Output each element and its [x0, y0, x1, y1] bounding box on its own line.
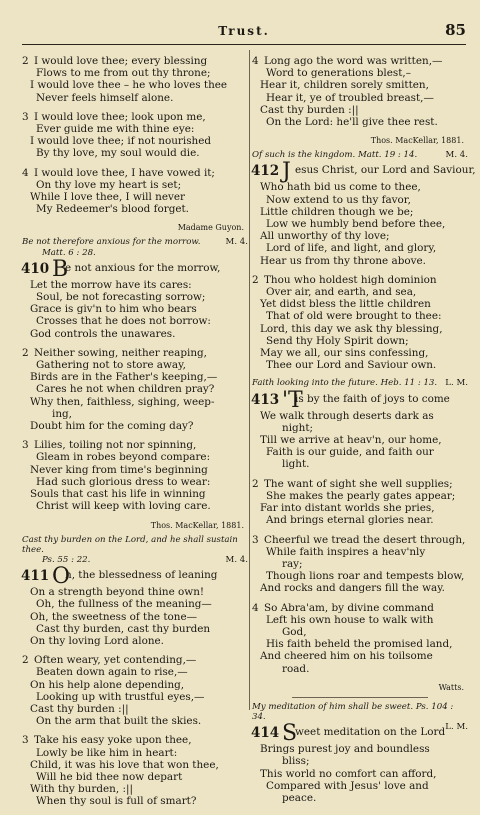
- verse-line: [22, 783, 248, 795]
- stanza: [22, 167, 248, 216]
- stanza-number: 2: [22, 654, 29, 667]
- verse-line: [252, 478, 468, 490]
- hymn-413-stanzas: [252, 410, 468, 675]
- verse-line: [22, 55, 248, 67]
- verse-line: [252, 768, 468, 780]
- hymn-meter: L. M.: [445, 722, 468, 733]
- page-title: Trust.: [218, 24, 270, 38]
- verse-text: Doubt him for the coming day?: [30, 420, 194, 433]
- stanza: [252, 274, 468, 372]
- hymn-411-heading: [22, 535, 248, 566]
- verse-text: I would love thee; look upon me,: [34, 110, 206, 123]
- verse-text: I would love thee; if not nourished: [30, 135, 212, 148]
- verse-line: [252, 422, 468, 434]
- verse-text: Hear us from thy throne above.: [260, 254, 426, 267]
- hymn-413: [251, 387, 468, 693]
- verse-text: On thy love my heart is set;: [36, 178, 182, 191]
- verse-line: [252, 310, 468, 322]
- verse-line: [22, 396, 248, 408]
- stanza-number: 4: [252, 55, 259, 67]
- verse-text: Never feels himself alone.: [36, 91, 174, 104]
- verse-line: [252, 104, 468, 116]
- verse-text: I would love thee; every blessing: [34, 55, 208, 67]
- verse-text: Beaten down again to rise,—: [36, 666, 188, 679]
- verse-line: [252, 206, 468, 218]
- verse-text: Souls that cast his life in winning: [30, 488, 206, 501]
- verse-line: [22, 654, 248, 666]
- verse-text: Faith is our guide, and faith our: [266, 446, 434, 459]
- verse-text: My Redeemer's blood forget.: [36, 203, 189, 216]
- hymn-meter: M. 4.: [225, 554, 248, 565]
- drop-cap: B: [52, 256, 69, 282]
- hymn-411-final-stanza: [252, 55, 468, 128]
- hymn-412-stanzas: [252, 181, 468, 371]
- verse-line: [252, 181, 468, 193]
- first-line-text: e not anxious for the morrow,: [65, 261, 221, 274]
- stanza: [252, 602, 468, 675]
- verse-line: [22, 439, 248, 451]
- verse-text: His faith beheld the promised land,: [266, 638, 453, 651]
- verse-text: Oh, the sweetness of the tone—: [30, 610, 198, 623]
- verse-line: [252, 546, 468, 558]
- verse-line: [252, 274, 468, 286]
- verse-text: Let the morrow have its cares:: [30, 278, 192, 291]
- stanza-number: 2: [22, 346, 29, 359]
- stanza: [22, 439, 248, 512]
- verse-text: On a strength beyond thine own!: [30, 586, 205, 599]
- stanza-number: 2: [252, 273, 259, 286]
- verse-text: Far into distant worlds she pries,: [260, 502, 435, 515]
- verse-line: [252, 570, 468, 582]
- verse-text: While I love thee, I will never: [30, 191, 185, 204]
- verse-line: [22, 67, 248, 79]
- verse-line: [22, 420, 248, 432]
- hymn-414-lines: [252, 743, 468, 804]
- verse-text: Left his own house to walk with: [266, 613, 434, 626]
- verse-text: Word to generations blest,–: [266, 67, 411, 80]
- verse-text: Hear it, children sorely smitten,: [260, 79, 429, 92]
- verse-text: Why then, faithless, sighing, weep-: [30, 395, 215, 408]
- verse-line: [22, 759, 248, 771]
- verse-text: Cast thy burden :||: [30, 702, 129, 715]
- verse-text: Brings purest joy and boundless: [260, 743, 430, 756]
- verse-line: [22, 666, 248, 678]
- verse-text: Gathering not to store away,: [36, 359, 186, 372]
- verse-line: [252, 230, 468, 242]
- stanza: [22, 586, 248, 647]
- verse-text: The want of sight she well supplies;: [264, 477, 453, 490]
- verse-line: [22, 123, 248, 135]
- verse-text: Birds are in the Father's keeping,—: [30, 371, 218, 384]
- verse-text: Take his easy yoke upon thee,: [34, 734, 192, 747]
- verse-line: [22, 111, 248, 123]
- verse-text: Till we arrive at heav'n, our home,: [260, 434, 442, 447]
- verse-line: [22, 747, 248, 759]
- verse-line: [22, 383, 248, 395]
- verse-line: [252, 298, 468, 310]
- verse-text: When thy soul is full of smart?: [36, 795, 197, 808]
- verse-line: [22, 347, 248, 359]
- verse-line: [252, 534, 468, 546]
- verse-text: ray;: [282, 557, 303, 570]
- verse-text: So Abra'am, by divine command: [264, 601, 434, 614]
- drop-cap: O: [52, 564, 71, 590]
- verse-line: [252, 663, 468, 675]
- verse-line: [22, 691, 248, 703]
- verse-text: By thy love, my soul would die.: [36, 147, 200, 160]
- heading-text: Faith looking into the future.: [252, 378, 378, 389]
- heading-text: Cast thy burden on the Lord, and he shall sustain thee.: [22, 534, 238, 555]
- verse-text: That of old were brought to thee:: [266, 310, 442, 323]
- verse-text: Soul, be not forecasting sorrow;: [36, 291, 206, 304]
- verse-text: Oh, the fullness of the meaning—: [36, 598, 212, 611]
- verse-line: [252, 255, 468, 267]
- verse-line: [22, 464, 248, 476]
- stanza-number: 3: [22, 734, 29, 747]
- verse-text: night;: [282, 421, 314, 434]
- verse-text: Will he bid thee now depart: [36, 770, 183, 783]
- verse-text: Now extend to us thy favor,: [266, 193, 411, 206]
- verse-line: [252, 792, 468, 804]
- heading-text: My meditation of him shall be sweet.: [252, 701, 414, 712]
- verse-line: [22, 500, 248, 512]
- first-line-text: weet meditation on the Lord: [295, 726, 446, 739]
- verse-line: [22, 303, 248, 315]
- verse-line: [252, 218, 468, 230]
- verse-text: And rocks and dangers fill the way.: [260, 582, 445, 595]
- verse-line: [22, 488, 248, 500]
- verse-text: Had such glorious dress to wear:: [36, 475, 211, 488]
- hymn-number: 411: [21, 568, 50, 585]
- verse-line: [252, 335, 468, 347]
- verse-line: [252, 514, 468, 526]
- verse-text: Little children though we be;: [260, 205, 414, 218]
- hymn-409-continuation: [22, 55, 248, 215]
- verse-line: [252, 614, 468, 626]
- verse-line: [252, 602, 468, 614]
- drop-cap: J: [282, 159, 291, 185]
- verse-text: On his help alone depending,: [30, 678, 185, 691]
- verse-text: Cares he not when children pray?: [36, 383, 215, 396]
- verse-text: Looking up with trustful eyes,—: [36, 690, 205, 703]
- hymn-meter: M. 4.: [445, 150, 468, 161]
- verse-text: bliss;: [282, 755, 310, 768]
- verse-text: Neither sowing, neither reaping,: [34, 346, 207, 359]
- verse-line: [252, 359, 468, 371]
- verse-text: On the arm that built the skies.: [36, 715, 202, 728]
- verse-line: [252, 79, 468, 91]
- stanza-number: 2: [252, 477, 259, 490]
- verse-line: [252, 458, 468, 470]
- verse-line: [252, 116, 468, 128]
- first-line: [22, 256, 248, 282]
- verse-line: [22, 795, 248, 807]
- verse-text: I would love thee, I have vowed it;: [34, 166, 215, 179]
- verse-text: Lord, this day we ask thy blessing,: [260, 322, 443, 335]
- verse-text: Never king from time's beginning: [30, 463, 208, 476]
- verse-text: Child, it was his love that won thee,: [30, 758, 219, 771]
- verse-text: Lowly be like him in heart:: [36, 746, 178, 759]
- verse-line: [22, 476, 248, 488]
- hymn-number: 410: [21, 260, 50, 277]
- verse-text: Lord of life, and light, and glory,: [266, 242, 437, 255]
- verse-text: Crosses that he does not borrow:: [36, 315, 211, 328]
- verse-line: [22, 179, 248, 191]
- verse-line: [252, 55, 468, 67]
- verse-line: [22, 291, 248, 303]
- verse-text: Thee our Lord and Saviour own.: [266, 359, 437, 372]
- verse-line: [22, 635, 248, 647]
- verse-line: [252, 242, 468, 254]
- stanza-number: 3: [22, 110, 29, 123]
- verse-line: [22, 135, 248, 147]
- verse-text: Who hath bid us come to thee,: [260, 181, 421, 194]
- verse-text: On thy loving Lord alone.: [30, 634, 164, 647]
- verse-line: [22, 586, 248, 598]
- verse-text: Grace is giv'n to him who bears: [30, 303, 197, 316]
- hymn-411: [21, 564, 248, 808]
- hymn-411-stanzas: [22, 586, 248, 807]
- verse-line: [22, 703, 248, 715]
- verse-text: God,: [282, 625, 307, 638]
- verse-text: Thou who holdest high dominion: [264, 273, 437, 286]
- verse-line: [252, 446, 468, 458]
- verse-text: Flows to me from out thy throne;: [36, 67, 211, 80]
- drop-cap: S: [282, 721, 298, 747]
- verse-text: While faith inspires a heav'nly: [266, 545, 426, 558]
- verse-text: Though lions roar and tempests blow,: [266, 570, 465, 583]
- separator-rule: [292, 697, 428, 698]
- verse-text: Low we humbly bend before thee,: [266, 218, 446, 231]
- hymn-414: [251, 721, 468, 804]
- verse-text: May we all, our sins confessing,: [260, 347, 429, 360]
- stanza: [252, 743, 468, 804]
- verse-text: All unworthy of thy love;: [260, 230, 390, 243]
- verse-text: Long ago the word was written,—: [264, 55, 443, 67]
- first-line: [252, 721, 468, 747]
- scripture-reference: Ps. 55 : 22.: [42, 554, 91, 565]
- first-line-text: h, the blessedness of leaning: [65, 569, 218, 582]
- heading-text: Of such is the kingdom.: [252, 150, 356, 161]
- scripture-reference: Matt. 19 : 14.: [357, 150, 418, 161]
- verse-line: [252, 582, 468, 594]
- verse-text: Lilies, toiling not nor spinning,: [34, 439, 197, 452]
- hymn-author: Thos. MacKellar, 1881.: [370, 136, 464, 146]
- verse-line: [22, 451, 248, 463]
- verse-line: [252, 67, 468, 79]
- verse-text: Compared with Jesus' love and: [266, 779, 429, 792]
- verse-line: [22, 167, 248, 179]
- column-divider: [249, 50, 250, 710]
- first-line: [252, 159, 476, 185]
- stanza-number: 3: [252, 533, 259, 546]
- verse-line: [252, 410, 468, 422]
- verse-line: [252, 323, 468, 335]
- verse-line: [252, 558, 468, 570]
- verse-line: [252, 755, 468, 767]
- verse-line: [22, 279, 248, 291]
- verse-line: [22, 203, 248, 215]
- hymn-meter: M. 4.: [225, 237, 248, 248]
- verse-text: Christ will keep with loving care.: [36, 500, 211, 513]
- verse-line: [22, 371, 248, 383]
- header-rule: [22, 44, 466, 45]
- hymn-412: [251, 159, 476, 372]
- verse-text: Cheerful we tread the desert through,: [264, 533, 466, 546]
- hymn-author: Madame Guyon.: [177, 223, 244, 233]
- verse-line: [252, 502, 468, 514]
- verse-text: On the Lord: he'll give thee rest.: [266, 116, 438, 129]
- hymn-number: 414: [251, 725, 280, 742]
- stanza-number: 3: [22, 439, 29, 452]
- hymn-number: 412: [251, 163, 280, 180]
- verse-text: peace.: [282, 791, 317, 804]
- verse-text: We walk through deserts dark as: [260, 409, 434, 422]
- verse-line: [22, 315, 248, 327]
- verse-line: [22, 408, 248, 420]
- drop-cap: 'T: [282, 387, 303, 413]
- verse-line: [22, 147, 248, 159]
- stanza: [22, 55, 248, 104]
- verse-line: [252, 638, 468, 650]
- verse-line: [22, 79, 248, 91]
- verse-line: [22, 679, 248, 691]
- page-number: 85: [445, 21, 466, 39]
- verse-line: [252, 286, 468, 298]
- verse-text: God controls the unawares.: [30, 327, 176, 340]
- verse-line: [252, 650, 468, 662]
- verse-text: ing,: [52, 407, 72, 420]
- stanza-number: 4: [252, 601, 259, 614]
- verse-line: [22, 734, 248, 746]
- verse-line: [252, 490, 468, 502]
- stanza: [252, 181, 468, 266]
- verse-line: [22, 359, 248, 371]
- verse-line: [252, 194, 468, 206]
- stanza: [252, 55, 468, 128]
- stanza-number: 4: [22, 166, 29, 179]
- verse-text: light.: [282, 458, 310, 471]
- hymn-author: Watts.: [438, 682, 464, 692]
- first-line-text: esus Christ, our Lord and Saviour,: [295, 164, 476, 177]
- first-line: [22, 564, 248, 590]
- verse-text: She makes the pearly gates appear;: [266, 489, 456, 502]
- verse-line: [22, 328, 248, 340]
- verse-line: [252, 434, 468, 446]
- stanza: [252, 478, 468, 527]
- verse-text: Often weary, yet contending,—: [34, 654, 197, 667]
- verse-text: And brings eternal glories near.: [266, 514, 434, 527]
- stanza-number: 2: [22, 55, 29, 67]
- stanza: [22, 734, 248, 807]
- verse-line: [252, 780, 468, 792]
- verse-text: And cheered him on his toilsome: [260, 650, 433, 663]
- stanza: [22, 654, 248, 727]
- verse-text: Cast thy burden :||: [260, 103, 359, 116]
- verse-text: This world no comfort can afford,: [260, 767, 437, 780]
- verse-line: [22, 598, 248, 610]
- scripture-reference: Matt. 6 : 28.: [42, 247, 96, 258]
- verse-text: Yet didst bless the little children: [260, 298, 431, 311]
- page-header: [22, 21, 466, 42]
- stanza: [252, 534, 468, 595]
- stanza: [22, 347, 248, 432]
- verse-text: Ever guide me with thine eye:: [36, 123, 195, 136]
- heading-text: Be not therefore anxious for the morrow.: [22, 237, 201, 248]
- verse-text: Over air, and earth, and sea,: [266, 286, 417, 299]
- hymn-number: 413: [251, 391, 280, 408]
- verse-text: Cast thy burden, cast thy burden: [36, 622, 211, 635]
- hymn-author: Thos. MacKellar, 1881.: [150, 520, 244, 530]
- verse-text: Gleam in robes beyond compare:: [36, 451, 211, 464]
- stanza: [252, 410, 468, 471]
- verse-line: [252, 626, 468, 638]
- verse-line: [22, 771, 248, 783]
- scripture-reference: Heb. 11 : 13.: [380, 378, 438, 389]
- stanza: [22, 279, 248, 340]
- verse-line: [252, 743, 468, 755]
- verse-line: [22, 623, 248, 635]
- verse-line: [22, 92, 248, 104]
- stanza: [22, 111, 248, 160]
- scripture-reference: Ps. 104 : 34.: [252, 701, 454, 722]
- hymn-410-stanzas: [22, 279, 248, 513]
- verse-line: [22, 611, 248, 623]
- verse-line: [252, 92, 468, 104]
- verse-text: Send thy Holy Spirit down;: [266, 334, 409, 347]
- hymn-410: [21, 256, 248, 531]
- verse-text: Hear it, ye of troubled breast,—: [266, 91, 434, 104]
- verse-line: [22, 191, 248, 203]
- verse-line: [252, 347, 468, 359]
- left-column: [22, 55, 248, 815]
- verse-text: I would love thee – he who loves thee: [30, 79, 228, 92]
- hymn-meter: L. M.: [445, 378, 468, 389]
- first-line-text: is by the faith of joys to come: [295, 392, 450, 405]
- verse-text: With thy burden, :||: [30, 783, 133, 796]
- hymn-410-heading: [22, 237, 248, 257]
- first-line: [252, 387, 468, 413]
- right-column: [251, 55, 476, 811]
- verse-text: road.: [282, 662, 310, 675]
- verse-line: [22, 715, 248, 727]
